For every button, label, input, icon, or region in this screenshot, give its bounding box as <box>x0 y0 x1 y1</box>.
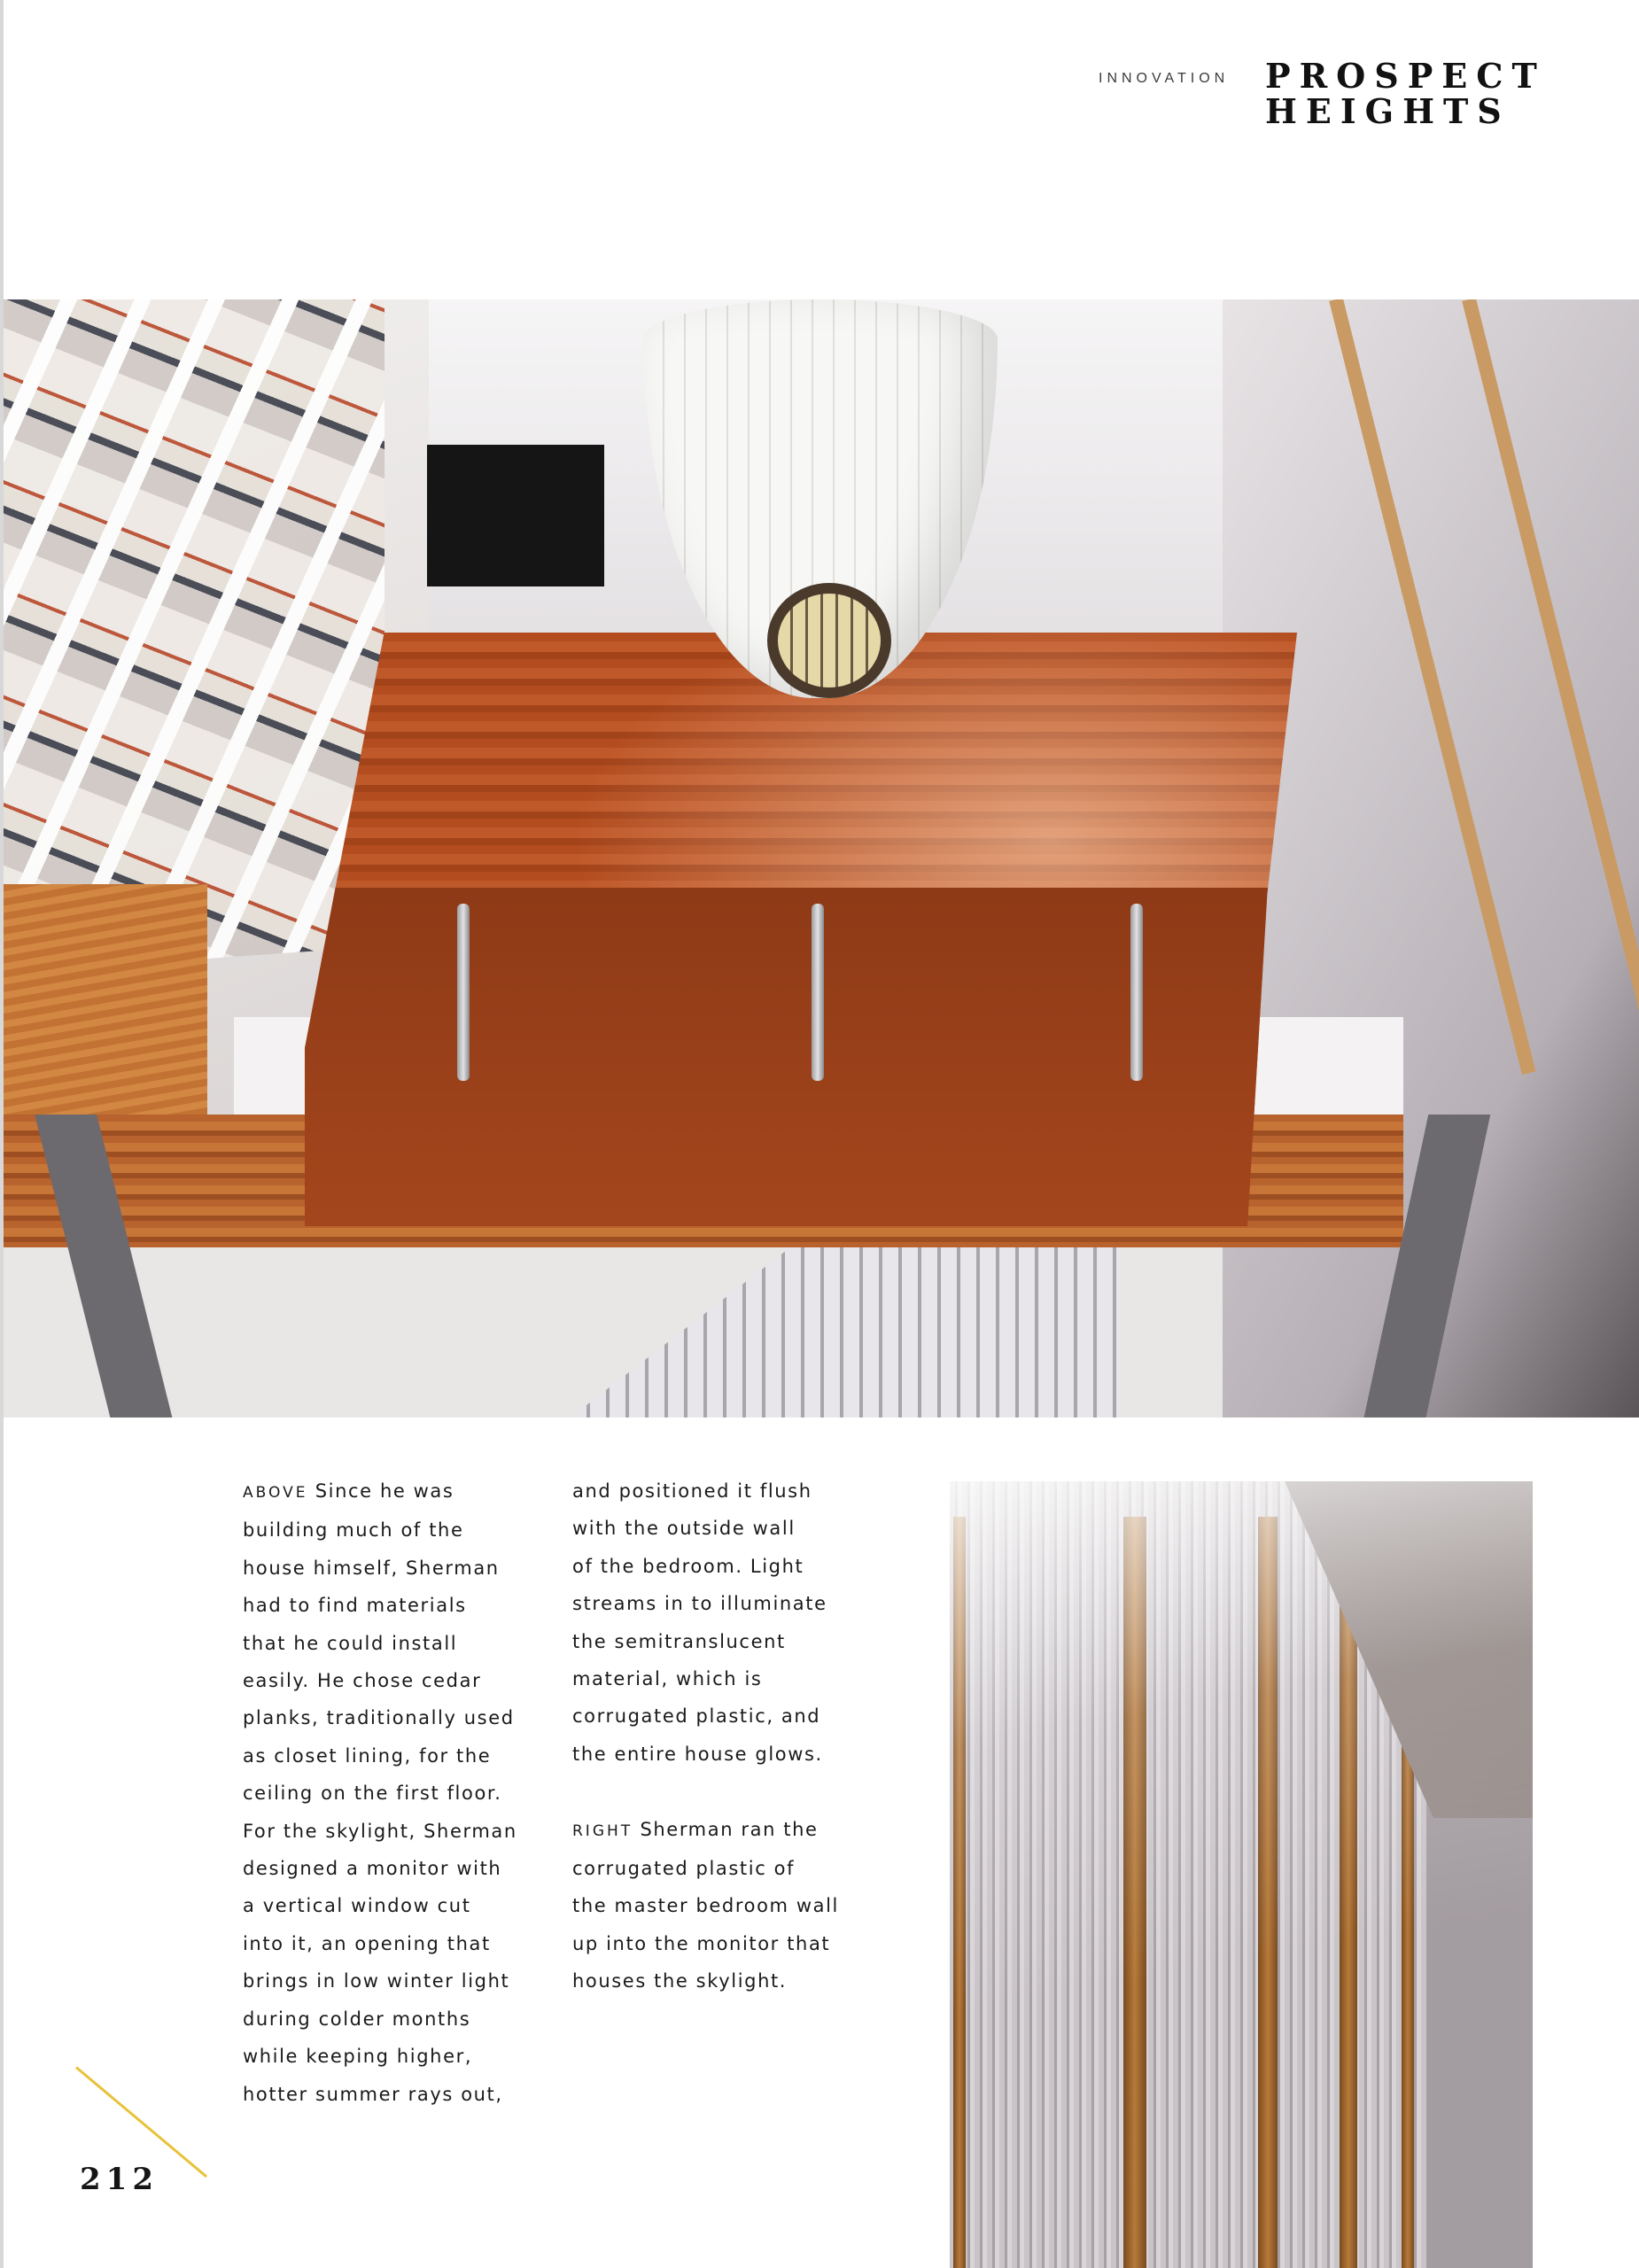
section-label: INNOVATION <box>1099 71 1230 86</box>
rail-post <box>457 904 470 1081</box>
staircase <box>571 1247 1120 1418</box>
bookshelves <box>4 299 385 973</box>
caption-kicker: ABOVE <box>243 1484 308 1502</box>
caption-column-2: and positioned it flush with the outside wall of the bedroom. Light streams in to illuminate the semitranslucent material, which is corrugated plastic, and the entire house glows. RIGHT Sherman ran the corrugated plastic of the master bedroom wall up into the monitor that houses the skylight. <box>572 1472 891 2000</box>
cedar-box-front <box>305 888 1297 1226</box>
page-title <box>1265 58 1546 129</box>
cedar-box <box>305 633 1297 1226</box>
skylight-glow <box>950 1481 1533 2268</box>
caption-above: ABOVE Since he was building much of the house himself, Sherman had to find materials that he could install easily. He chose cedar planks, traditionally used as closet lining, for the ceiling on the first floor. For the skylight, Sherman designed a monitor with a vertical window cut into it, an opening that brings in low winter light during colder months while keeping higher, hotter summer rays out, <box>243 1480 517 2105</box>
page-title-line-2: HEIGHTS <box>1265 91 1511 131</box>
rail-post <box>1130 904 1143 1081</box>
caption-gap <box>572 1773 891 1810</box>
main-photo <box>4 299 1639 1418</box>
page-title-line-1: PROSPECT <box>1265 56 1546 96</box>
cedar-slat <box>1462 299 1639 1075</box>
lamp-opening <box>767 583 891 698</box>
page-number: 212 <box>80 2162 159 2197</box>
rail-post <box>812 904 824 1081</box>
caption-kicker: RIGHT <box>572 1821 633 1840</box>
caption-right: RIGHT Sherman ran the corrugated plastic of the master bedroom wall up into the monitor that houses the skylight. <box>572 1818 839 1992</box>
right-photo <box>950 1481 1533 2268</box>
cedar-ceiling-left <box>4 884 207 1115</box>
dark-opening <box>427 445 604 586</box>
